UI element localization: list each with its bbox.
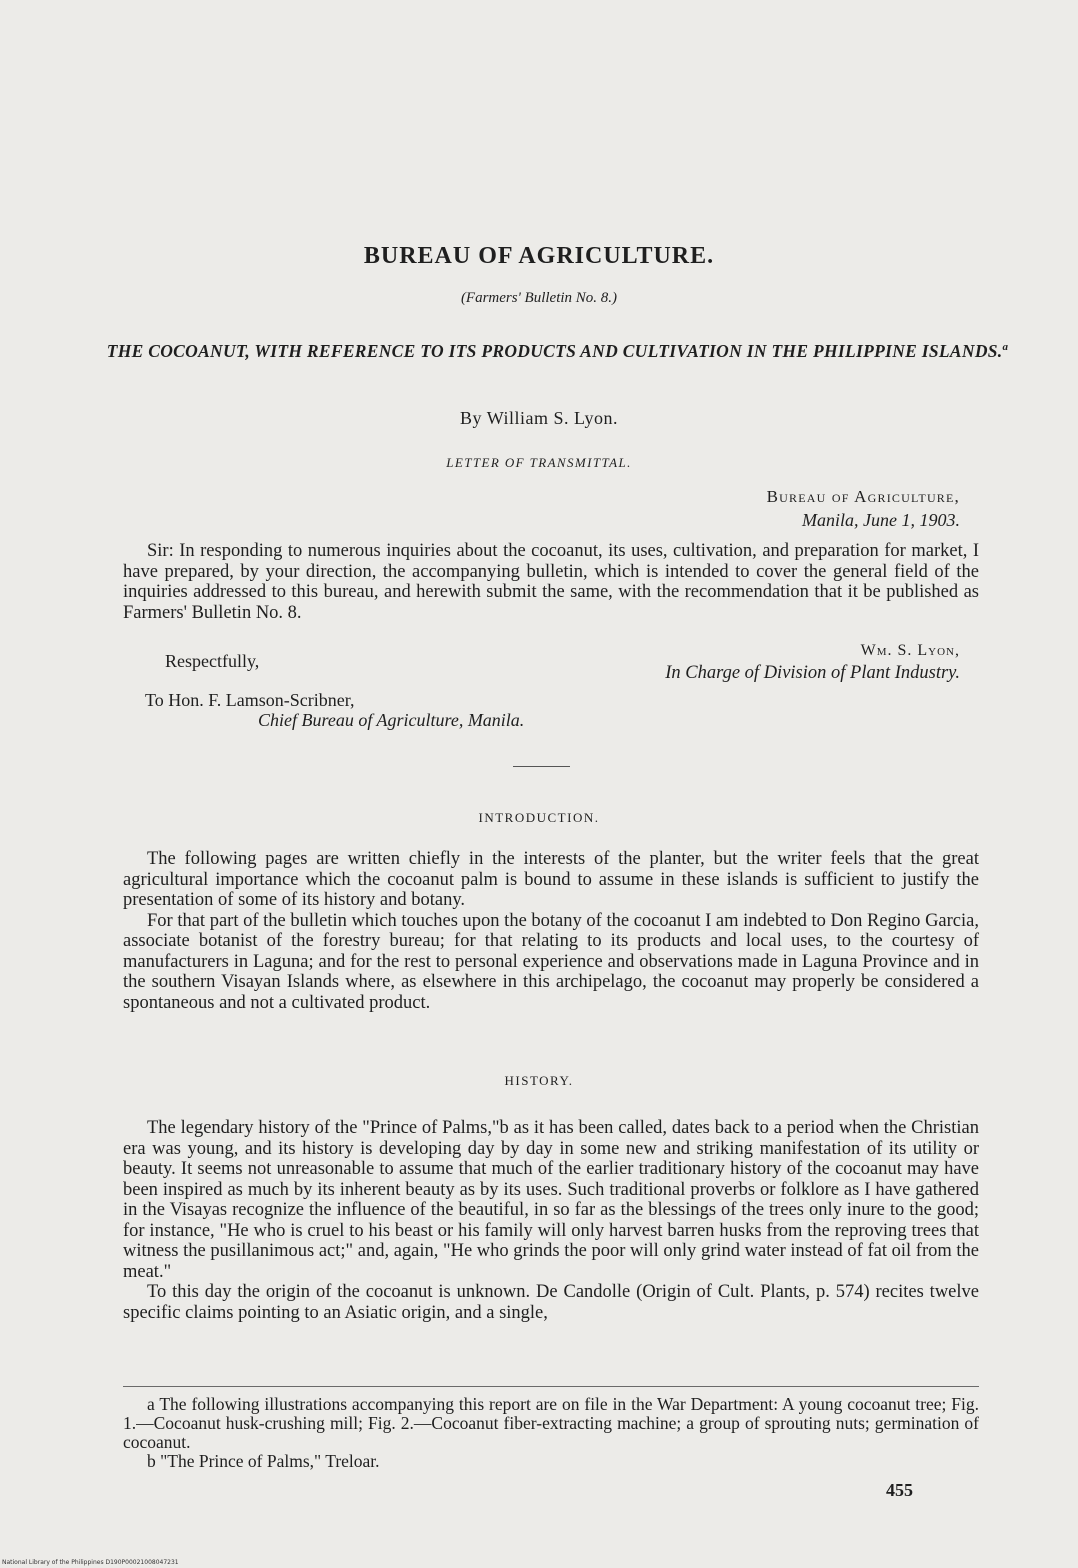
letter-addressee-title: Chief Bureau of Agriculture, Manila. bbox=[258, 710, 525, 730]
bulletin-number: (Farmers' Bulletin No. 8.) bbox=[460, 290, 618, 306]
scan-label: National Library of the Philippines D190P00021008047231 bbox=[2, 1559, 179, 1566]
page-number: 455 bbox=[886, 1480, 913, 1500]
footnote-a: a The following illustrations accompanying this report are on file in the War Department: A young cocoanut tree; Fig. 1.—Cocoanut husk-crushing mill; Fig. 2.—Cocoanut fiber-extracting machine; a group of sprouting nuts; germination of cocoanut. bbox=[123, 1394, 979, 1452]
history-paragraph-2: To this day the origin of the cocoanut is unknown. De Candolle (Origin of Cult. Plants, p. 574) recites twelve specific claims pointing to an Asiatic origin, and a single, bbox=[123, 1282, 979, 1323]
letter-body: Sir: In responding to numerous inquiries about the cocoanut, its uses, cultivation, and preparation for market, I have prepared, by your direction, the accompanying bulletin, which is intended to cover the general field of the inquiries addressed to this bureau, and herewith submit the same, with the recommendation that it be published as Farmers' Bulletin No. 8. bbox=[123, 541, 979, 623]
introduction-paragraph-1: The following pages are written chiefly in the interests of the planter, but the writer feels that the great agricultural importance which the cocoanut palm is bound to assume in these islands is sufficient to justify the presentation of some of its history and botany. bbox=[123, 849, 979, 910]
document-title bbox=[95, 334, 1020, 364]
letter-date: Manila, June 1, 1903. bbox=[802, 510, 960, 530]
letter-heading: LETTER OF TRANSMITTAL. bbox=[446, 455, 632, 470]
history-heading: HISTORY. bbox=[504, 1073, 574, 1088]
letter-signer: Wm. S. Lyon, bbox=[860, 642, 960, 659]
introduction-heading: INTRODUCTION. bbox=[478, 810, 600, 825]
footnote-rule bbox=[123, 1386, 979, 1387]
history-body bbox=[123, 1118, 979, 1323]
letter-signer-title: In Charge of Division of Plant Industry. bbox=[665, 663, 960, 683]
author-line: By William S. Lyon. bbox=[460, 408, 618, 428]
footnotes bbox=[123, 1395, 979, 1471]
introduction-body bbox=[123, 849, 979, 1013]
bureau-heading: BUREAU OF AGRICULTURE. bbox=[363, 243, 715, 269]
footnote-b: b "The Prince of Palms," Treloar. bbox=[147, 1451, 380, 1471]
title-footnote-marker: a bbox=[1002, 341, 1009, 353]
letter-from-office: Bureau of Agriculture, bbox=[766, 487, 960, 506]
introduction-paragraph-2: For that part of the bulletin which touches upon the botany of the cocoanut I am indebted to Don Regino Garcia, associate botanist of the forestry bureau; for that relating to its products and local uses, to the courtesy of manufacturers in Laguna; and for the rest to personal experience and observations made in Laguna Province and in the southern Visayan Islands where, as elsewhere in this archipelago, the cocoanut may properly be considered a spontaneous and not a cultivated product. bbox=[123, 910, 979, 1013]
title-text: THE COCOANUT, WITH REFERENCE TO ITS PRODUCTS AND CULTIVATION IN THE PHILIPPINE ISLANDS. bbox=[106, 340, 1003, 361]
history-paragraph-1: The legendary history of the "Prince of Palms,"b as it has been called, dates back to a period when the Christian era was young, and its history is developing day by day in some new and striking manifestation of its utility or beauty. It seems not unreasonable to assume that much of the earlier traditionary history of the cocoanut may have been inspired as much by its inherent beauty as by its uses. Such traditional proverbs or folklore as I have gathered in the Visayas recognize the influence of the beautiful, in so far as the blessings of the trees only inure to the good; for instance, "He who is cruel to his beast or his family will only harvest barren husks from the reproving trees that witness the pusillanimous act;" and, again, "He who grinds the poor will only grind water instead of fat oil from the meat." bbox=[123, 1118, 979, 1282]
section-divider bbox=[513, 766, 570, 767]
letter-closing: Respectfully, bbox=[165, 651, 260, 671]
letter-addressee: To Hon. F. Lamson-Scribner, bbox=[145, 690, 355, 710]
